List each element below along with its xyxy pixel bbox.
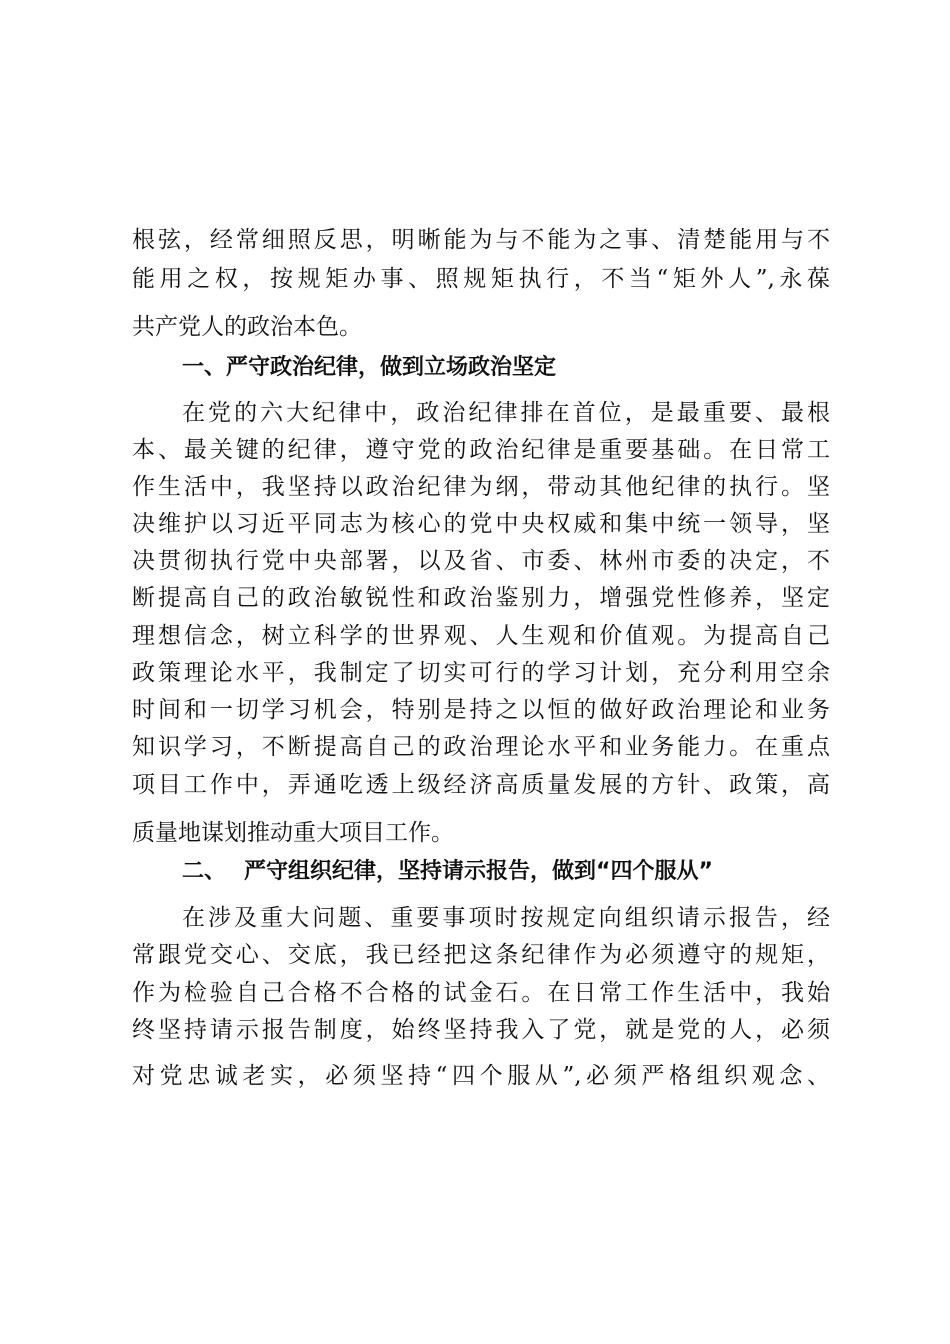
paragraph-line: 共产党人的政治本色。 [132,314,362,340]
paragraph-line: 作生活中，我坚持以政治纪律为纲，带动其他纪律的执行。坚 [132,474,830,500]
section-heading-1: 一、严守政治纪律，做到立场政治坚定 [182,355,557,380]
paragraph-line: 断提高自己的政治敏锐性和政治鉴别力，增强党性修养，坚定 [132,585,830,611]
section-heading-2 [182,857,713,887]
paragraph-line: 终坚持请示报告制度，始终坚持我入了党，就是党的人，必须 [132,1017,830,1043]
paragraph-line: 在涉及重大问题、重要事项时按规定向组织请示报告，经 [182,905,830,931]
section-title: 严守组织纪律，坚持请示报告，做到“四个服从” [244,859,713,884]
section-number: 二、 [182,859,227,884]
paragraph-line: 时间和一切学习机会，特别是持之以恒的做好政治理论和业务 [132,697,830,723]
paragraph-line: 常跟党交心、交底，我已经把这条纪律作为必须遵守的规矩， [132,942,830,968]
paragraph-line: 对党忠诚老实，必须坚持“四个服从”,必须严格组织观念、 [132,1063,830,1089]
paragraph-line: 质量地谋划推动重大项目工作。 [132,820,454,846]
paragraph-line: 能用之权，按规矩办事、照规矩执行，不当“矩外人”,永葆 [132,266,830,292]
paragraph-line: 知识学习，不断提高自己的政治理论水平和业务能力。在重点 [132,734,830,760]
paragraph-line: 理想信念，树立科学的世界观、人生观和价值观。为提高自己 [132,623,830,649]
paragraph-line: 本、最关键的纪律，遵守党的政治纪律是重要基础。在日常工 [132,437,830,463]
paragraph-line: 在党的六大纪律中，政治纪律排在首位，是最重要、最根 [182,400,830,426]
paragraph-line: 决维护以习近平同志为核心的党中央权威和集中统一领导，坚 [132,511,830,537]
paragraph-line: 作为检验自己合格不合格的试金石。在日常工作生活中，我始 [132,980,830,1006]
paragraph-line: 政策理论水平，我制定了切实可行的学习计划，充分利用空余 [132,660,830,686]
paragraph-line: 根弦，经常细照反思，明晰能为与不能为之事、清楚能用与不 [132,227,830,253]
paragraph-line: 项目工作中，弄通吃透上级经济高质量发展的方针、政策，高 [132,772,830,798]
paragraph-line: 决贯彻执行党中央部署，以及省、市委、林州市委的决定，不 [132,548,830,574]
